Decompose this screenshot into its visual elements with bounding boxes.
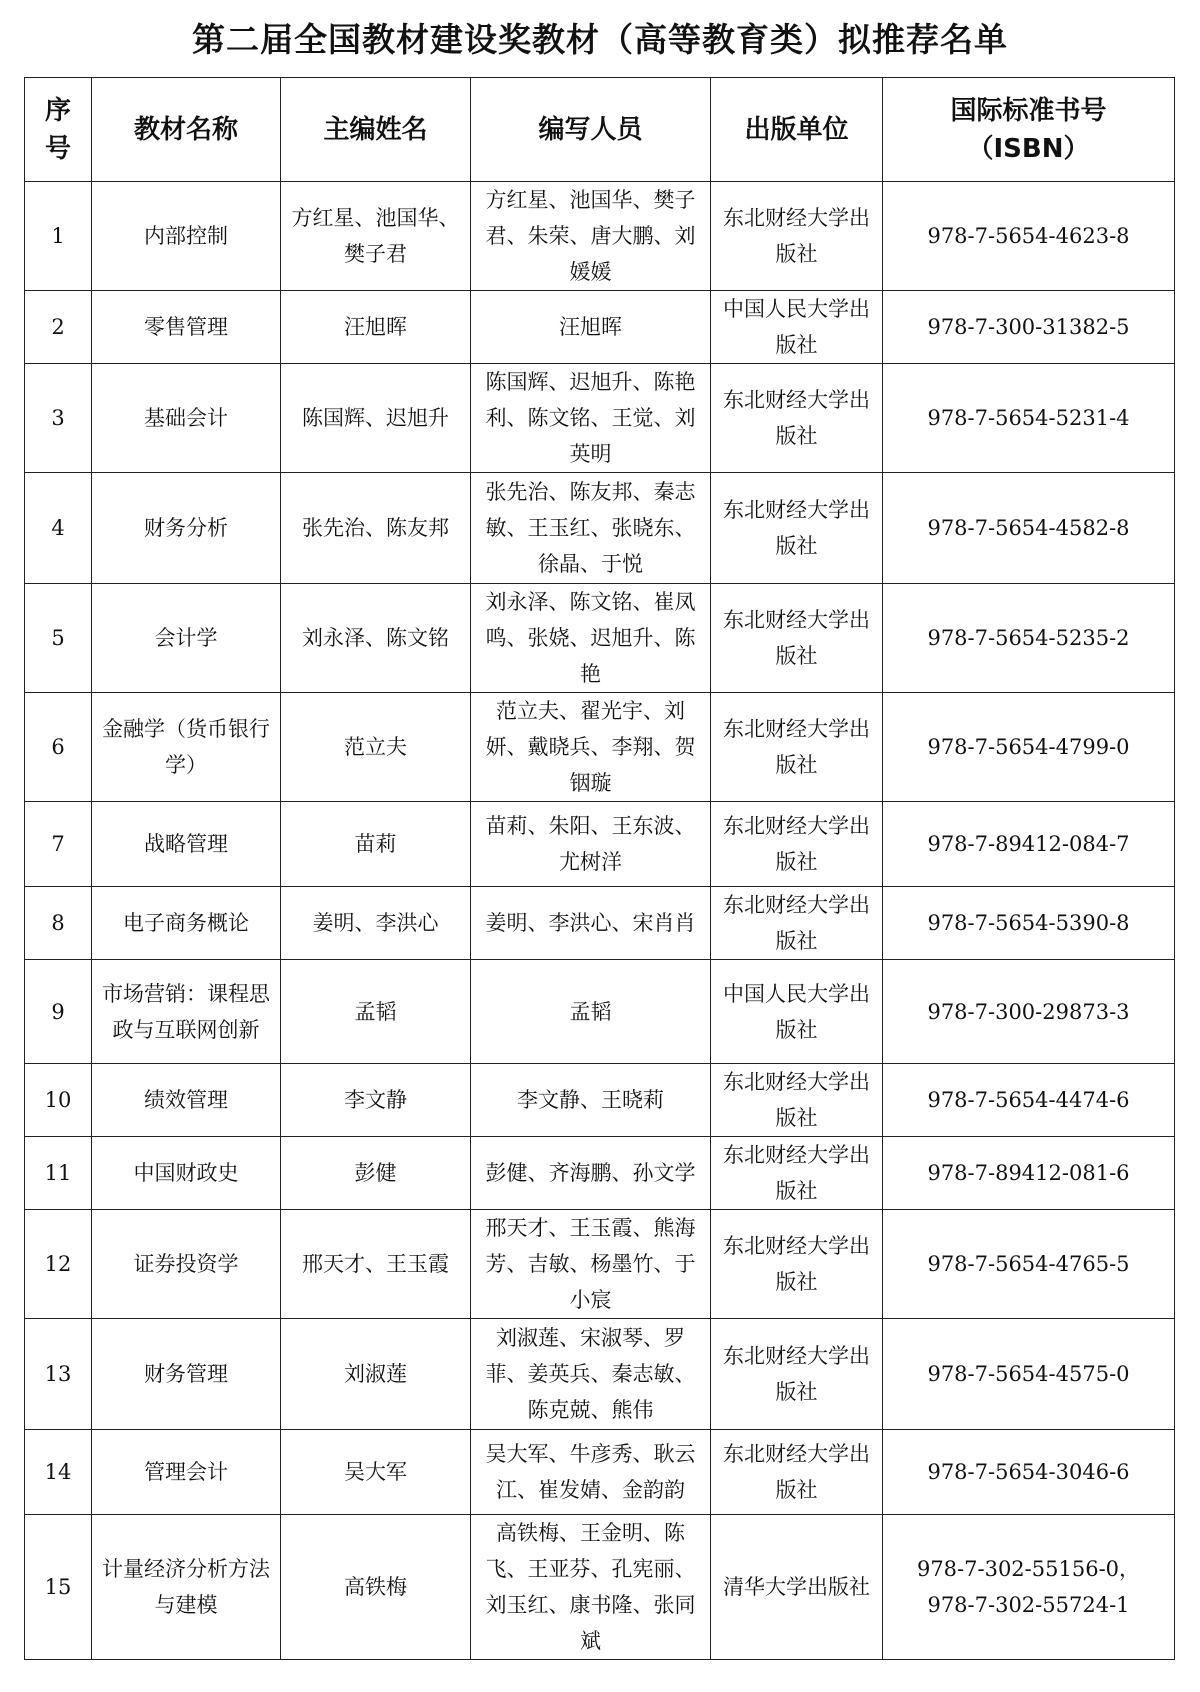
cell-authors: 姜明、李洪心、宋肖肖: [471, 887, 711, 960]
cell-isbn: [883, 802, 1175, 887]
cell-authors: 孟韬: [471, 960, 711, 1064]
isbn-value: 978-7-300-31382-5: [927, 315, 1130, 339]
cell-publisher: 东北财经大学出版社: [711, 1430, 883, 1515]
table-row: [25, 1137, 1175, 1210]
cell-serial-number: 7: [25, 802, 92, 887]
cell-textbook-name: 市场营销：课程思政与互联网创新: [92, 960, 281, 1064]
cell-isbn: [883, 693, 1175, 802]
cell-textbook-name: 内部控制: [92, 182, 281, 291]
table-row: [25, 1515, 1175, 1660]
cell-chief-editor: 刘淑莲: [281, 1319, 471, 1430]
cell-chief-editor: 陈国辉、迟旭升: [281, 364, 471, 473]
cell-chief-editor: 孟韬: [281, 960, 471, 1064]
cell-publisher: 东北财经大学出版社: [711, 1137, 883, 1210]
cell-serial-number: 11: [25, 1137, 92, 1210]
header-isbn-label: 国际标准书号: [950, 95, 1107, 126]
cell-textbook-name: 证券投资学: [92, 1210, 281, 1319]
cell-textbook-name: 财务管理: [92, 1319, 281, 1430]
cell-textbook-name: 战略管理: [92, 802, 281, 887]
cell-serial-number: 3: [25, 364, 92, 473]
cell-isbn: [883, 473, 1175, 584]
cell-publisher: 东北财经大学出版社: [711, 584, 883, 693]
cell-authors: 刘淑莲、宋淑琴、罗菲、姜英兵、秦志敏、陈克兢、熊伟: [471, 1319, 711, 1430]
cell-textbook-name: 基础会计: [92, 364, 281, 473]
cell-isbn: [883, 1319, 1175, 1430]
cell-serial-number: 10: [25, 1064, 92, 1137]
cell-authors: 范立夫、翟光宇、刘妍、戴晓兵、李翔、贺铟璇: [471, 693, 711, 802]
table-row: [25, 960, 1175, 1064]
cell-publisher: 东北财经大学出版社: [711, 693, 883, 802]
cell-authors: 吴大军、牛彦秀、耿云江、崔发婧、金韵韵: [471, 1430, 711, 1515]
table-row: [25, 693, 1175, 802]
cell-authors: 张先治、陈友邦、秦志敏、王玉红、张晓东、徐晶、于悦: [471, 473, 711, 584]
cell-textbook-name: 绩效管理: [92, 1064, 281, 1137]
cell-publisher: 东北财经大学出版社: [711, 182, 883, 291]
cell-textbook-name: 计量经济分析方法与建模: [92, 1515, 281, 1660]
isbn-value: 978-7-5654-4582-8: [927, 516, 1130, 540]
cell-chief-editor: 姜明、李洪心: [281, 887, 471, 960]
cell-textbook-name: 会计学: [92, 584, 281, 693]
cell-serial-number: 15: [25, 1515, 92, 1660]
table-row: [25, 1210, 1175, 1319]
cell-serial-number: 12: [25, 1210, 92, 1319]
cell-publisher: 东北财经大学出版社: [711, 1064, 883, 1137]
cell-isbn: [883, 1430, 1175, 1515]
cell-authors: 苗莉、朱阳、王东波、尤树洋: [471, 802, 711, 887]
cell-publisher: 中国人民大学出版社: [711, 291, 883, 364]
cell-publisher: 东北财经大学出版社: [711, 473, 883, 584]
table-row: [25, 1319, 1175, 1430]
cell-textbook-name: 零售管理: [92, 291, 281, 364]
isbn-value: 978-7-302-55156-0，: [916, 1557, 1141, 1581]
cell-authors: 邢天才、王玉霞、熊海芳、吉敏、杨墨竹、于小宸: [471, 1210, 711, 1319]
isbn-value: 978-7-89412-084-7: [927, 832, 1130, 856]
isbn-value: 978-7-5654-5231-4: [927, 406, 1130, 430]
cell-serial-number: 2: [25, 291, 92, 364]
cell-chief-editor: 吴大军: [281, 1430, 471, 1515]
cell-isbn: [883, 887, 1175, 960]
isbn-value: 978-7-5654-4474-6: [927, 1088, 1130, 1112]
isbn-value: 978-7-5654-5390-8: [927, 911, 1130, 935]
cell-isbn: [883, 960, 1175, 1064]
cell-publisher: 东北财经大学出版社: [711, 887, 883, 960]
cell-publisher: 东北财经大学出版社: [711, 364, 883, 473]
cell-isbn: [883, 584, 1175, 693]
table-row: [25, 887, 1175, 960]
isbn-value: 978-7-89412-081-6: [927, 1161, 1130, 1185]
cell-chief-editor: 汪旭晖: [281, 291, 471, 364]
cell-authors: 李文静、王晓莉: [471, 1064, 711, 1137]
cell-chief-editor: 邢天才、王玉霞: [281, 1210, 471, 1319]
cell-publisher: 东北财经大学出版社: [711, 1319, 883, 1430]
header-authors: 编写人员: [471, 78, 711, 182]
cell-serial-number: 14: [25, 1430, 92, 1515]
isbn-value: 978-7-5654-5235-2: [927, 626, 1130, 650]
table-row: [25, 802, 1175, 887]
table-row: [25, 1064, 1175, 1137]
cell-chief-editor: 苗莉: [281, 802, 471, 887]
cell-textbook-name: 财务分析: [92, 473, 281, 584]
cell-publisher: 清华大学出版社: [711, 1515, 883, 1660]
header-isbn: [883, 78, 1175, 182]
isbn-value: 978-7-5654-4623-8: [927, 224, 1130, 248]
cell-authors: 高铁梅、王金明、陈飞、王亚芬、孔宪丽、刘玉红、康书隆、张同斌: [471, 1515, 711, 1660]
isbn-value: 978-7-302-55724-1: [927, 1593, 1130, 1617]
table-row: [25, 473, 1175, 584]
cell-chief-editor: 刘永泽、陈文铭: [281, 584, 471, 693]
isbn-value: 978-7-5654-3046-6: [927, 1460, 1130, 1484]
isbn-value: 978-7-300-29873-3: [927, 999, 1130, 1024]
cell-chief-editor: 张先治、陈友邦: [281, 473, 471, 584]
cell-isbn: [883, 1137, 1175, 1210]
cell-authors: 刘永泽、陈文铭、崔凤鸣、张娆、迟旭升、陈艳: [471, 584, 711, 693]
isbn-value: 978-7-5654-4765-5: [927, 1252, 1130, 1276]
cell-serial-number: 4: [25, 473, 92, 584]
recommendation-table: [24, 77, 1175, 1660]
header-textbook-name: 教材名称: [92, 78, 281, 182]
table-body: [25, 182, 1175, 1660]
header-isbn-sub: （ISBN）: [967, 133, 1090, 164]
table-row: [25, 182, 1175, 291]
cell-textbook-name: 管理会计: [92, 1430, 281, 1515]
cell-chief-editor: 彭健: [281, 1137, 471, 1210]
cell-serial-number: 9: [25, 960, 92, 1064]
cell-serial-number: 8: [25, 887, 92, 960]
cell-serial-number: 13: [25, 1319, 92, 1430]
cell-serial-number: 5: [25, 584, 92, 693]
cell-isbn: [883, 364, 1175, 473]
cell-authors: 方红星、池国华、樊子君、朱荣、唐大鹏、刘媛媛: [471, 182, 711, 291]
header-publisher: 出版单位: [711, 78, 883, 182]
table-row: [25, 364, 1175, 473]
cell-isbn: [883, 1064, 1175, 1137]
cell-chief-editor: 高铁梅: [281, 1515, 471, 1660]
cell-publisher: 东北财经大学出版社: [711, 1210, 883, 1319]
cell-textbook-name: 金融学（货币银行学）: [92, 693, 281, 802]
table-row: [25, 291, 1175, 364]
cell-publisher: 中国人民大学出版社: [711, 960, 883, 1064]
table-header-row: [25, 78, 1175, 182]
cell-isbn: [883, 182, 1175, 291]
cell-authors: 汪旭晖: [471, 291, 711, 364]
cell-chief-editor: 方红星、池国华、樊子君: [281, 182, 471, 291]
cell-textbook-name: 电子商务概论: [92, 887, 281, 960]
cell-isbn: [883, 1210, 1175, 1319]
cell-serial-number: 1: [25, 182, 92, 291]
cell-textbook-name: 中国财政史: [92, 1137, 281, 1210]
cell-chief-editor: 李文静: [281, 1064, 471, 1137]
cell-publisher: 东北财经大学出版社: [711, 802, 883, 887]
table-row: [25, 584, 1175, 693]
cell-isbn: [883, 1515, 1175, 1660]
header-serial-number: 序号: [25, 78, 92, 182]
table-row: [25, 1430, 1175, 1515]
cell-authors: 陈国辉、迟旭升、陈艳利、陈文铭、王觉、刘英明: [471, 364, 711, 473]
cell-authors: 彭健、齐海鹏、孙文学: [471, 1137, 711, 1210]
header-chief-editor: 主编姓名: [281, 78, 471, 182]
isbn-value: 978-7-5654-4799-0: [927, 735, 1130, 759]
cell-serial-number: 6: [25, 693, 92, 802]
cell-isbn: [883, 291, 1175, 364]
cell-chief-editor: 范立夫: [281, 693, 471, 802]
isbn-value: 978-7-5654-4575-0: [927, 1362, 1130, 1386]
page-title: 第二届全国教材建设奖教材（高等教育类）拟推荐名单: [192, 20, 1008, 59]
